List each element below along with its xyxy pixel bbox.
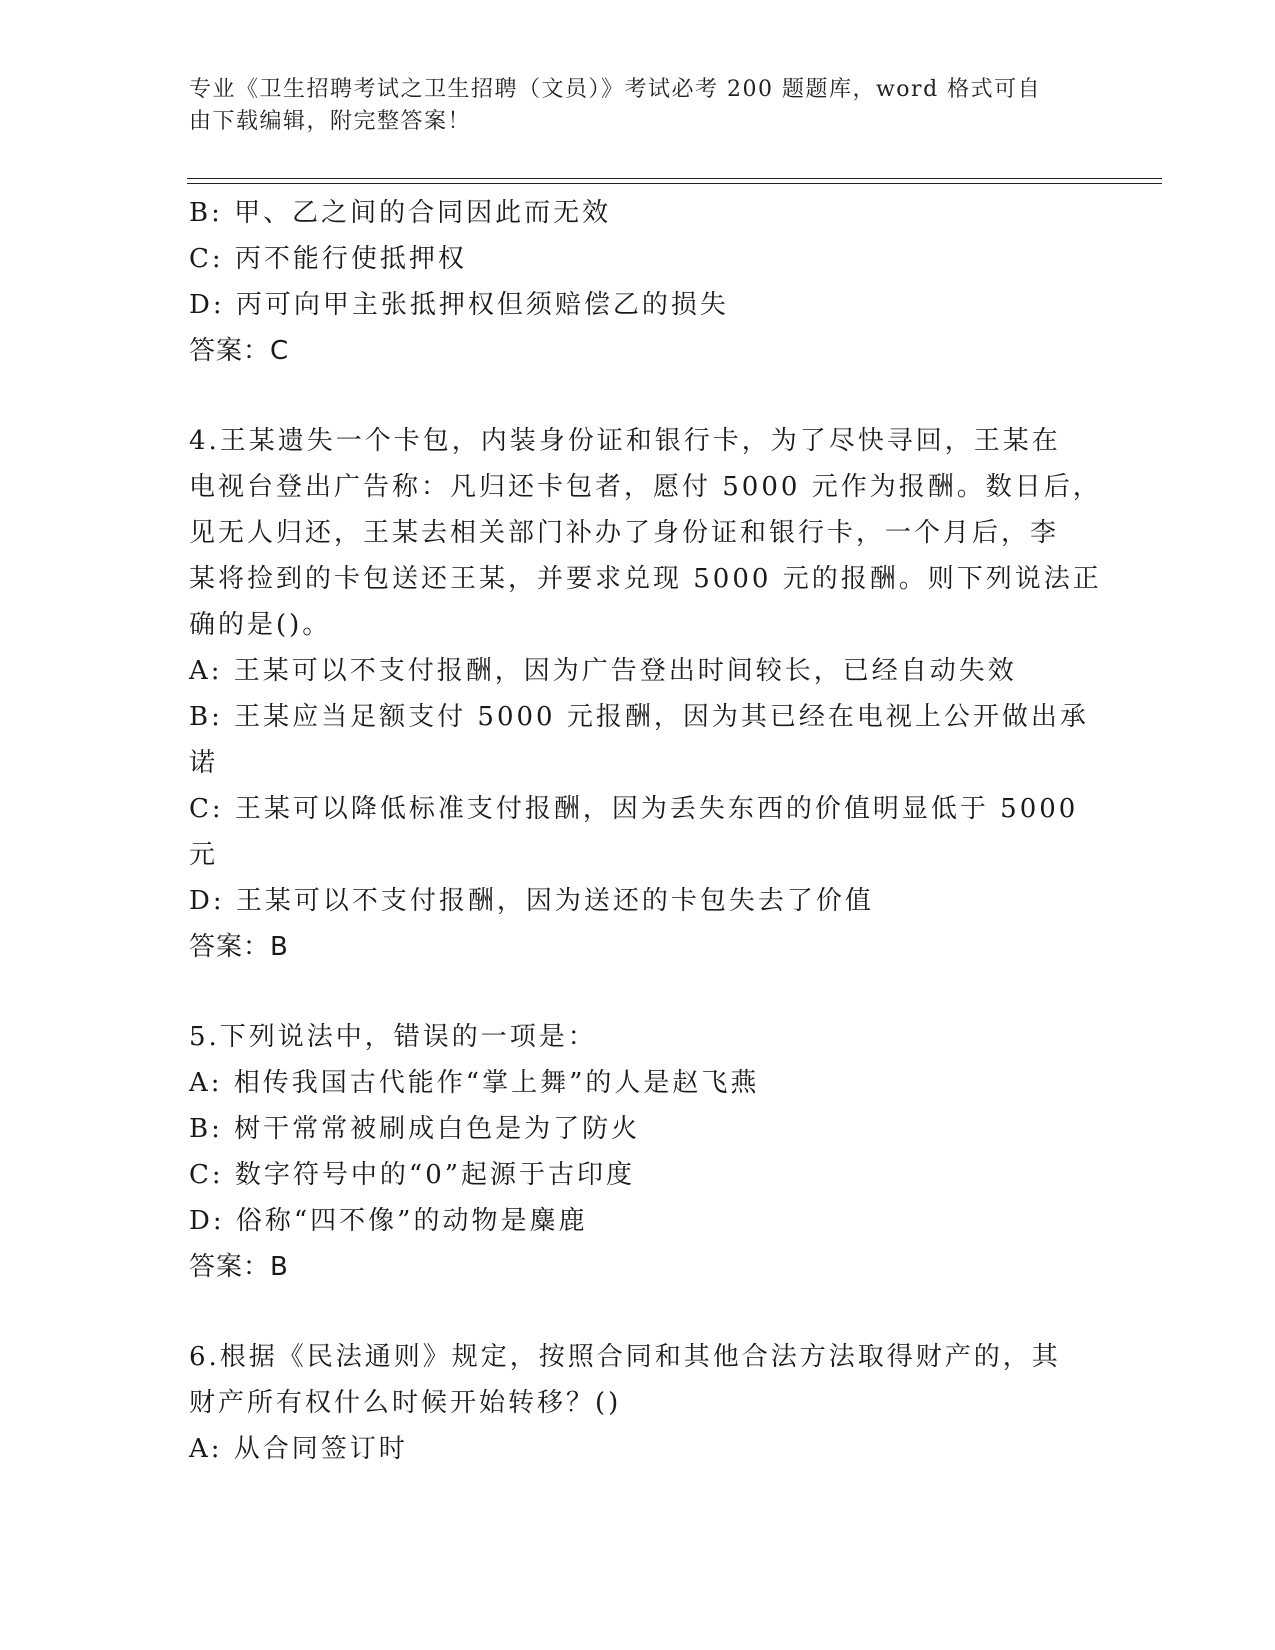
q5-stem: 5.下列说法中，错误的一项是： [189, 1022, 597, 1052]
page-header [189, 74, 1089, 138]
q3-option-b: B: 甲、乙之间的合同因此而无效 [189, 198, 612, 228]
q6-stem-line: 财产所有权什么时候开始转移？() [189, 1388, 622, 1418]
q3-option-d: D: 丙可向甲主张抵押权但须赔偿乙的损失 [189, 290, 729, 320]
header-divider-secondary [187, 183, 1162, 184]
q4-option-b-line: B: 王某应当足额支付 5000 元报酬，因为其已经在电视上公开做出承 [189, 702, 1089, 732]
question-4 [189, 418, 1102, 970]
q4-stem-line: 见无人归还，王某去相关部门补办了身份证和银行卡，一个月后，李 [189, 518, 1060, 548]
q4-stem-line: 确的是()。 [189, 610, 332, 640]
q4-option-a: A: 王某可以不支付报酬，因为广告登出时间较长，已经自动失效 [189, 656, 1017, 686]
q4-stem-line: 某将捡到的卡包送还王某，并要求兑现 5000 元的报酬。则下列说法正 [189, 564, 1102, 594]
q4-option-c-line: 元 [189, 840, 219, 870]
header-line-1: 专业《卫生招聘考试之卫生招聘（文员）》考试必考 200 题题库，word 格式可自 [189, 77, 1042, 102]
question-6 [189, 1334, 1089, 1472]
q4-stem-line: 电视台登出广告称：凡归还卡包者，愿付 5000 元作为报酬。数日后， [189, 472, 1102, 502]
q4-option-b-line: 诺 [189, 748, 219, 778]
question-content [189, 190, 1102, 1472]
q5-option-d: D: 俗称“四不像”的动物是麋鹿 [189, 1206, 588, 1236]
header-line-2: 由下载编辑，附完整答案！ [189, 109, 472, 134]
spacer [189, 374, 1089, 418]
q4-option-c-line: C: 王某可以降低标准支付报酬，因为丢失东西的价值明显低于 5000 [189, 794, 1079, 824]
q3-answer: 答案：C [189, 336, 290, 366]
header-divider [187, 178, 1162, 179]
q5-option-a: A: 相传我国古代能作“掌上舞”的人是赵飞燕 [189, 1068, 760, 1098]
q3-option-c: C: 丙不能行使抵押权 [189, 244, 467, 274]
question-3-tail [189, 190, 1089, 374]
spacer [189, 1290, 1089, 1334]
q4-answer: 答案：B [189, 932, 289, 962]
q5-option-b: B: 树干常常被刷成白色是为了防火 [189, 1114, 641, 1144]
q5-answer: 答案：B [189, 1252, 289, 1282]
spacer [189, 970, 1089, 1014]
q4-stem-line: 4.王某遗失一个卡包，内装身份证和银行卡，为了尽快寻回，王某在 [189, 426, 1061, 456]
q6-stem-line: 6.根据《民法通则》规定，按照合同和其他合法方法取得财产的，其 [189, 1342, 1061, 1372]
q6-option-a: A: 从合同签订时 [189, 1434, 408, 1464]
question-5 [189, 1014, 1089, 1290]
q4-option-d: D: 王某可以不支付报酬，因为送还的卡包失去了价值 [189, 886, 874, 916]
q5-option-c: C: 数字符号中的“0”起源于古印度 [189, 1160, 636, 1190]
